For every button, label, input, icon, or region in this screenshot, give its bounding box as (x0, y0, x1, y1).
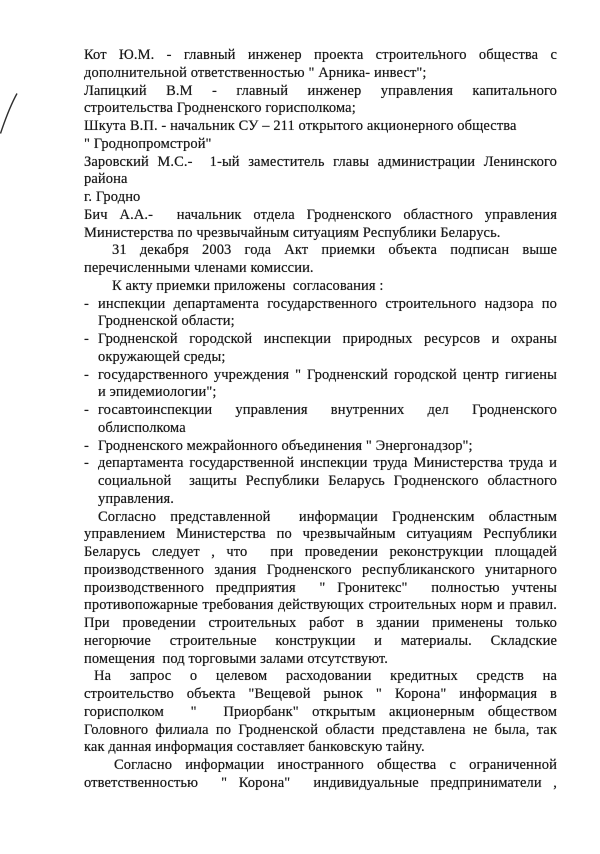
text-line (84, 171, 557, 189)
text-line-content: дополнительной ответственностью " Арника- инвест"; (84, 64, 427, 81)
text-line-content: производственного предприятия " Гронитекс" полностью учтены (84, 579, 557, 596)
text-line-content: Гродненской городской инспекции природных ресурсов и охраны (98, 331, 557, 347)
list-dash-icon: - (84, 402, 89, 418)
text-line-content: управлением Министерства по чрезвычайным ситуациям Республики (84, 526, 557, 543)
text-line (84, 242, 557, 260)
text-line-content: г. Гродно (84, 189, 141, 205)
text-line-content: района (84, 171, 128, 188)
list-item-continuation-line (98, 384, 557, 402)
text-line-content: противопожарные требования действующих строительных норм и правил. (84, 597, 557, 614)
text-line-content: инспекции департамента государственного строительного надзора по (98, 295, 557, 312)
text-line-content: помещения под торговыми залами отсутствуют. (84, 650, 389, 667)
text-line (84, 260, 557, 278)
text-line-content: негорючие строительные конструкции и материалы. Складские (84, 632, 557, 649)
text-line (84, 757, 557, 775)
text-line-content: Согласно представленной информации Гродненским областным (98, 508, 557, 525)
text-line (84, 65, 557, 83)
list-item-continuation-line (98, 420, 557, 438)
text-line-content: управления. (98, 490, 174, 507)
document-text (84, 47, 557, 793)
pen-mark-icon (0, 92, 20, 136)
text-line (84, 100, 557, 118)
text-line-content: строительство объекта "Вещевой рынок " Корона" информация в (84, 686, 557, 702)
text-line-content: Заровский М.С.- 1-ый заместитель главы администрации Ленинского (84, 153, 557, 170)
text-line (84, 544, 557, 562)
text-line (84, 651, 557, 669)
text-line (84, 597, 557, 615)
text-line-content: окружающей среды; (98, 348, 226, 365)
text-line-content: К акту приемки приложены согласования : (112, 277, 384, 294)
list-dash-icon: - (84, 455, 89, 472)
text-line (84, 136, 557, 154)
list-item-line (84, 295, 557, 314)
text-line (84, 739, 557, 757)
text-line-content: перечисленными членами комиссии. (84, 260, 314, 276)
list-item-line (84, 437, 557, 456)
text-line (84, 154, 557, 172)
text-line (84, 580, 557, 598)
text-line (84, 562, 557, 580)
text-line-content: Министерства по чрезвычайным ситуациям Республики Беларусь. (84, 224, 501, 241)
text-line-content: государственного учреждения " Гродненский городской центр гигиены (98, 366, 557, 383)
list-item-continuation-line (98, 313, 557, 331)
text-line (84, 278, 557, 296)
text-line (84, 633, 557, 651)
list-item-continuation-line (98, 473, 557, 491)
text-line-content: социальной защиты Республики Беларусь Гродненского областного (98, 473, 557, 489)
text-line (84, 83, 557, 101)
text-line-content: Согласно информации иностранного общества с ограниченной (114, 757, 557, 773)
text-line-content: производственного здания Гродненского республиканского унитарного (84, 561, 557, 578)
text-line (84, 47, 557, 65)
text-line-content: и эпидемиологии"; (98, 384, 217, 401)
text-line-content: " Гроднопромстрой" (84, 135, 212, 152)
list-item-line (84, 366, 557, 385)
list-dash-icon: - (84, 295, 89, 312)
list-dash-icon: - (84, 331, 89, 347)
list-item-continuation-line (98, 491, 557, 509)
list-dash-icon: - (84, 366, 89, 383)
text-line-content: Головного филиала по Гродненской области представлена не была, так (84, 721, 557, 738)
text-line-content: как данная информация составляет банковскую тайну. (84, 739, 425, 756)
text-line-content: На запрос о целевом расходовании кредитных средств на (94, 668, 557, 685)
text-line-content: Бич А.А.- начальник отдела Гродненского областного управления (84, 206, 557, 223)
text-line-content: Гродненской области; (98, 313, 235, 330)
text-line (84, 207, 557, 225)
text-line (84, 668, 557, 686)
text-line (84, 686, 557, 704)
text-line-content: ответственностью " Корона" индивидуальные предприниматели , (84, 774, 557, 791)
text-line-content: Шкута В.П. - начальник СУ – 211 открытого акционерного общества (84, 118, 517, 134)
text-line-content: Гродненского межрайонного объединения " Энергонадзор"; (98, 437, 473, 454)
text-line-content: департамента государственной инспекции труда Министерства труда и (98, 455, 557, 472)
text-line (84, 775, 557, 793)
text-line-content: облисполкома (98, 419, 186, 436)
list-item-line (84, 455, 557, 473)
list-dash-icon: - (84, 437, 89, 454)
text-line-content: Беларусь следует , что при проведении реконструкции площадей (84, 544, 557, 560)
text-line-content: Лапицкий В.М - главный инженер управления капитального (84, 82, 557, 99)
text-line (84, 118, 557, 136)
text-line (84, 722, 557, 740)
text-line (84, 189, 557, 207)
text-line (84, 526, 557, 544)
text-line (84, 509, 557, 527)
text-line-content: строительства Гродненского горисполкома; (84, 100, 356, 117)
list-item-line (84, 402, 557, 420)
list-item-line (84, 331, 557, 349)
text-line-content: При проведении строительных работ в здании применены только (84, 615, 557, 631)
text-line-content: горисполком " Приорбанк" открытым акционерным обществом (84, 703, 557, 720)
list-item-continuation-line (98, 349, 557, 367)
text-line-content: Кот Ю.М. - главный инженер проекта строительного общества с (84, 47, 557, 63)
text-line-content: госавтоинспекции управления внутренних дел Гродненского (98, 402, 557, 418)
text-line (84, 225, 557, 243)
text-line (84, 704, 557, 722)
text-line-content: 31 декабря 2003 года Акт приемки объекта подписан выше (112, 242, 557, 259)
text-line (84, 615, 557, 633)
